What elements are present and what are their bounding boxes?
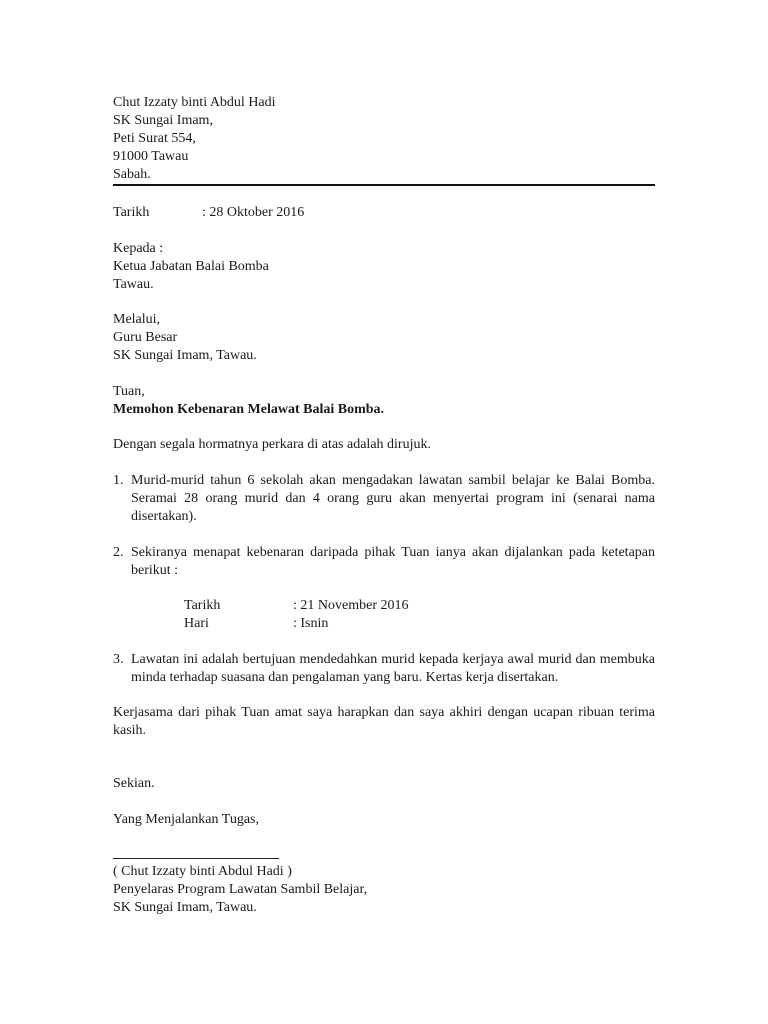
signature-block [113,863,655,917]
salutation: Tuan, [113,384,145,399]
point-text: Lawatan ini adalah bertujuan mendedahkan murid kepada kerjaya awal murid dan membuka minda terhadap suasana dan pengalaman yang baru. Kertas kerja disertakan. [131,652,655,685]
schedule-value: : Isnin [293,616,329,631]
schedule-label: Tarikh [184,598,221,613]
opening-text: Dengan segala hormatnya perkara di atas adalah dirujuk. [113,437,431,452]
point-item [113,651,655,687]
point-number: 2. [113,545,124,560]
point-text: Sekiranya menapat kebenaran daripada pihak Tuan ianya akan dijalankan pada ketetapan berikut : [131,545,655,578]
signature-school: SK Sungai Imam, Tawau. [113,900,257,915]
via-school: SK Sungai Imam, Tawau. [113,348,257,363]
point-item [113,544,655,580]
schedule-row [184,597,408,615]
schedule-row [184,615,408,633]
closing-paragraph: Kerjasama dari pihak Tuan amat saya harapkan dan saya akhiri dengan ucapan ribuan terima kasih. [113,705,655,738]
via-heading: Melalui, [113,312,161,327]
via-title: Guru Besar [113,330,178,345]
signature-line [113,858,279,859]
recipient-city: Tawau. [113,277,154,292]
header-divider [113,184,655,186]
sender-school: SK Sungai Imam, [113,113,213,128]
point-number: 3. [113,652,124,667]
sender-postcode-city: 91000 Tawau [113,149,189,164]
recipient-heading: Kepada : [113,241,164,256]
schedule-value: : 21 November 2016 [293,598,409,613]
point-number: 1. [113,473,124,488]
sender-address [113,94,655,184]
salutation-block [113,383,655,419]
sender-po-box: Peti Surat 554, [113,131,196,146]
sign-off: Yang Menjalankan Tugas, [113,812,259,827]
date-label: Tarikh [113,205,150,220]
signature-position: Penyelaras Program Lawatan Sambil Belajar, [113,882,368,897]
date-value: : 28 Oktober 2016 [202,205,305,220]
recipient-block [113,240,655,294]
signature-name: ( Chut Izzaty binti Abdul Hadi ) [113,864,292,879]
closing-word: Sekian. [113,776,155,791]
sender-name: Chut Izzaty binti Abdul Hadi [113,95,276,110]
recipient-title: Ketua Jabatan Balai Bomba [113,259,269,274]
via-block [113,311,655,365]
sender-state: Sabah. [113,167,151,182]
opening-paragraph [113,436,655,454]
point-text: Murid-murid tahun 6 sekolah akan mengadakan lawatan sambil belajar ke Balai Bomba. Seramai 28 orang murid dan 4 orang guru akan menyertai program ini (senarai nama disertakan). [131,473,655,524]
subject-line: Memohon Kebenaran Melawat Balai Bomba. [113,402,385,417]
point-item [113,472,655,526]
schedule-label: Hari [184,616,209,631]
letter-date [113,204,655,222]
schedule-table [184,597,408,633]
